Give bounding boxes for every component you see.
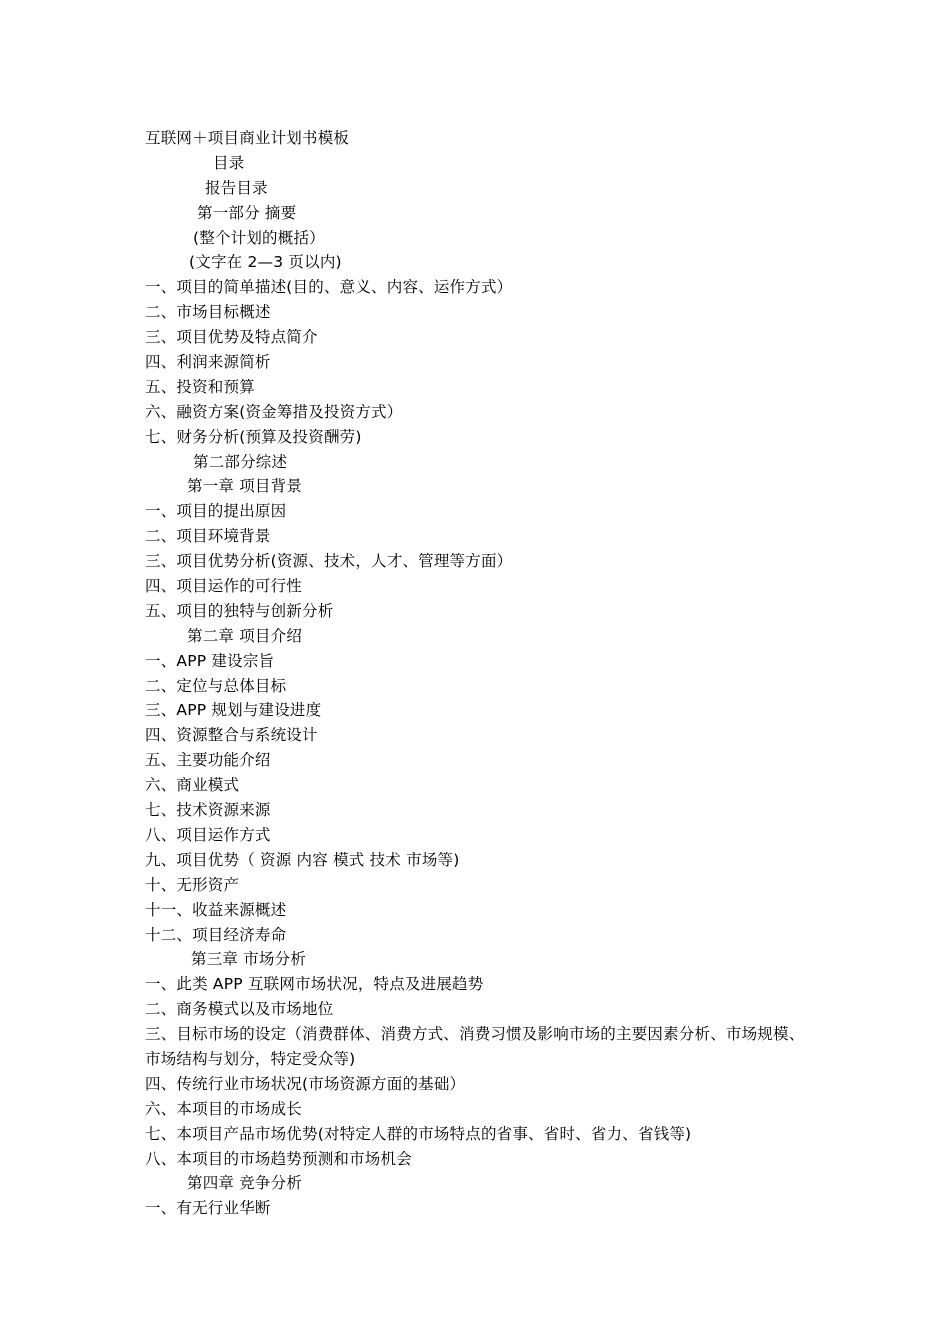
toc-item: 一、项目的提出原因 [145, 502, 287, 521]
chapter-heading: 第二章 项目介绍 [187, 626, 303, 645]
chapter-heading: 第三章 市场分析 [191, 950, 307, 969]
toc-item: 六、融资方案(资金筹措及投资方式） [145, 402, 403, 421]
document-body [145, 126, 825, 1221]
toc-item: 四、资源整合与系统设计 [145, 726, 318, 745]
toc-item: 二、定位与总体目标 [145, 676, 287, 695]
chapter-heading: 第四章 竞争分析 [187, 1174, 303, 1193]
toc-item: 六、商业模式 [145, 776, 240, 795]
part1-note: (整个计划的概括） [193, 228, 325, 247]
toc-item: 一、项目的简单描述(目的、意义、内容、运作方式） [145, 278, 513, 297]
toc-heading: 目录 [213, 153, 245, 172]
toc-item: 七、本项目产品市场优势(对特定人群的市场特点的省事、省时、省力、省钱等) [145, 1124, 692, 1143]
toc-item: 一、有无行业华断 [145, 1199, 271, 1218]
toc-item: 七、财务分析(预算及投资酬劳) [145, 427, 362, 446]
toc-item: 十一、收益来源概述 [145, 900, 287, 919]
toc-item: 十二、项目经济寿命 [145, 925, 287, 944]
toc-item: 八、项目运作方式 [145, 825, 271, 844]
report-toc-heading: 报告目录 [205, 178, 268, 197]
toc-item: 四、利润来源简析 [145, 353, 271, 372]
toc-item: 五、主要功能介绍 [145, 751, 271, 770]
toc-item: 三、目标市场的设定（消费群体、消费方式、消费习惯及影响市场的主要因素分析、市场规模、市场结构与划分，特定受众等) [145, 1025, 805, 1068]
toc-item: 二、市场目标概述 [145, 303, 271, 322]
toc-item: 三、项目优势分析(资源、技术，人才、管理等方面） [145, 552, 513, 571]
toc-item: 八、本项目的市场趋势预测和市场机会 [145, 1149, 412, 1168]
toc-item: 一、此类 APP 互联网市场状况，特点及进展趋势 [145, 975, 484, 994]
toc-item: 九、项目优势（ 资源 内容 模式 技术 市场等) [145, 850, 460, 869]
part1-heading: 第一部分 摘要 [197, 203, 297, 222]
toc-item: 五、投资和预算 [145, 377, 255, 396]
toc-item: 二、商务模式以及市场地位 [145, 1000, 334, 1019]
toc-item: 四、项目运作的可行性 [145, 577, 303, 596]
chapter-heading: 第一章 项目背景 [187, 477, 303, 496]
toc-item: 十、无形资产 [145, 875, 240, 894]
toc-item: 六、本项目的市场成长 [145, 1099, 303, 1118]
toc-item: 四、传统行业市场状况(市场资源方面的基础） [145, 1074, 466, 1093]
toc-item: 七、技术资源来源 [145, 801, 271, 820]
part1-note: (文字在 2—3 页以内) [189, 253, 342, 272]
toc-item: 三、APP 规划与建设进度 [145, 701, 322, 720]
document-title: 互联网＋项目商业计划书模板 [145, 129, 350, 147]
toc-item: 五、项目的独特与创新分析 [145, 601, 334, 620]
toc-item: 一、APP 建设宗旨 [145, 651, 275, 670]
part2-heading: 第二部分综述 [193, 452, 288, 471]
toc-item: 三、项目优势及特点简介 [145, 328, 318, 347]
toc-item: 二、项目环境背景 [145, 527, 271, 546]
